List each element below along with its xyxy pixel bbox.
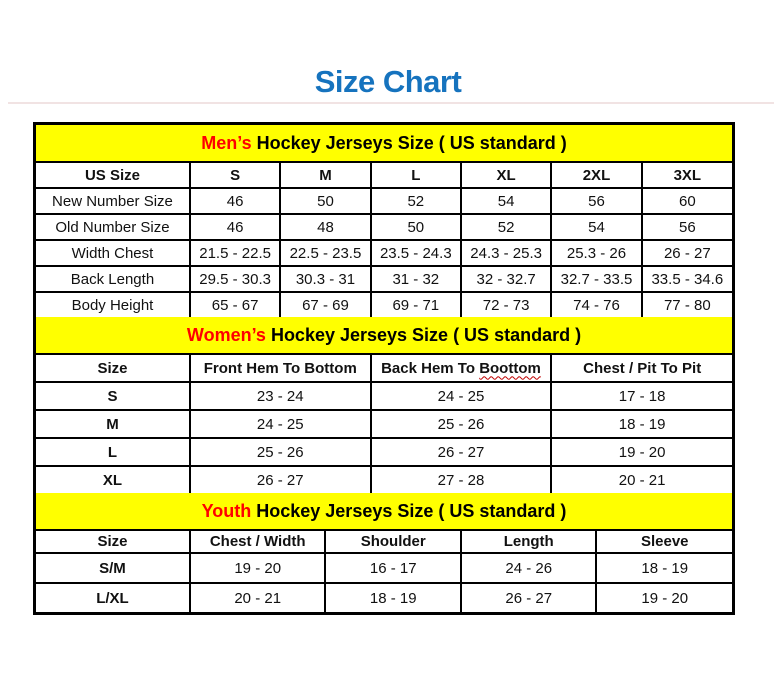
column-header: 2XL bbox=[551, 163, 641, 188]
section-heading-text: Hockey Jerseys Size ( US standard ) bbox=[251, 500, 567, 521]
size-value-cell: 30.3 - 31 bbox=[280, 266, 370, 292]
table-row bbox=[36, 214, 732, 240]
table-row bbox=[36, 188, 732, 214]
column-header: Size bbox=[36, 531, 190, 553]
misspelled-word: Boottom bbox=[479, 359, 541, 377]
size-value-cell: 25.3 - 26 bbox=[551, 240, 641, 266]
size-chart bbox=[33, 122, 735, 615]
column-header: M bbox=[280, 163, 370, 188]
column-header: Front Hem To Bottom bbox=[190, 355, 371, 382]
column-header: Chest / Width bbox=[190, 531, 326, 553]
size-value-cell: 26 - 27 bbox=[190, 466, 371, 493]
size-value-cell: 52 bbox=[461, 214, 551, 240]
size-value-cell: 23 - 24 bbox=[190, 382, 371, 410]
table-row bbox=[36, 583, 732, 612]
size-value-cell: 22.5 - 23.5 bbox=[280, 240, 370, 266]
row-label: XL bbox=[36, 466, 190, 493]
size-value-cell: 24.3 - 25.3 bbox=[461, 240, 551, 266]
header-row bbox=[36, 163, 732, 188]
column-header: XL bbox=[461, 163, 551, 188]
section-heading-mens bbox=[36, 125, 732, 163]
table-row bbox=[36, 410, 732, 438]
row-label: Old Number Size bbox=[36, 214, 190, 240]
size-value-cell: 19 - 20 bbox=[551, 438, 732, 466]
size-value-cell: 26 - 27 bbox=[371, 438, 552, 466]
table-row bbox=[36, 240, 732, 266]
size-value-cell: 54 bbox=[461, 188, 551, 214]
size-value-cell: 77 - 80 bbox=[642, 292, 732, 317]
size-value-cell: 46 bbox=[190, 188, 280, 214]
column-header: Length bbox=[461, 531, 597, 553]
table-row bbox=[36, 553, 732, 583]
size-value-cell: 52 bbox=[371, 188, 461, 214]
row-label: Back Length bbox=[36, 266, 190, 292]
section-heading-accent: Men’s bbox=[201, 132, 252, 153]
table-row bbox=[36, 292, 732, 317]
section-heading-text: Hockey Jerseys Size ( US standard ) bbox=[265, 324, 582, 345]
row-label: New Number Size bbox=[36, 188, 190, 214]
size-table-womens bbox=[36, 355, 732, 493]
size-value-cell: 46 bbox=[190, 214, 280, 240]
size-value-cell: 56 bbox=[551, 188, 641, 214]
size-value-cell: 32.7 - 33.5 bbox=[551, 266, 641, 292]
column-header: US Size bbox=[36, 163, 190, 188]
size-value-cell: 27 - 28 bbox=[371, 466, 552, 493]
size-value-cell: 16 - 17 bbox=[325, 553, 461, 583]
size-value-cell: 67 - 69 bbox=[280, 292, 370, 317]
row-label: S/M bbox=[36, 553, 190, 583]
size-value-cell: 54 bbox=[551, 214, 641, 240]
section-heading-womens bbox=[36, 317, 732, 355]
column-header: Size bbox=[36, 355, 190, 382]
column-header: Sleeve bbox=[596, 531, 732, 553]
divider-line bbox=[8, 102, 774, 104]
row-label: Body Height bbox=[36, 292, 190, 317]
size-value-cell: 26 - 27 bbox=[642, 240, 732, 266]
size-value-cell: 65 - 67 bbox=[190, 292, 280, 317]
header-row bbox=[36, 531, 732, 553]
size-value-cell: 25 - 26 bbox=[190, 438, 371, 466]
size-value-cell: 18 - 19 bbox=[596, 553, 732, 583]
column-header: Chest / Pit To Pit bbox=[551, 355, 732, 382]
size-value-cell: 69 - 71 bbox=[371, 292, 461, 317]
size-value-cell: 31 - 32 bbox=[371, 266, 461, 292]
size-value-cell: 50 bbox=[371, 214, 461, 240]
size-value-cell: 24 - 25 bbox=[371, 382, 552, 410]
size-value-cell: 48 bbox=[280, 214, 370, 240]
size-value-cell: 18 - 19 bbox=[325, 583, 461, 612]
size-value-cell: 25 - 26 bbox=[371, 410, 552, 438]
size-table-youth bbox=[36, 531, 732, 612]
size-value-cell: 32 - 32.7 bbox=[461, 266, 551, 292]
size-value-cell: 74 - 76 bbox=[551, 292, 641, 317]
size-value-cell: 20 - 21 bbox=[190, 583, 326, 612]
table-row bbox=[36, 466, 732, 493]
table-row bbox=[36, 382, 732, 410]
size-value-cell: 26 - 27 bbox=[461, 583, 597, 612]
size-value-cell: 23.5 - 24.3 bbox=[371, 240, 461, 266]
size-value-cell: 50 bbox=[280, 188, 370, 214]
section-heading-text: Hockey Jerseys Size ( US standard ) bbox=[251, 132, 567, 153]
column-header: L bbox=[371, 163, 461, 188]
size-value-cell: 19 - 20 bbox=[596, 583, 732, 612]
size-value-cell: 24 - 25 bbox=[190, 410, 371, 438]
size-value-cell: 33.5 - 34.6 bbox=[642, 266, 732, 292]
section-heading-youth bbox=[36, 493, 732, 531]
page-title: Size Chart bbox=[314, 64, 462, 99]
section-heading-accent: Women’s bbox=[186, 324, 266, 345]
table-row bbox=[36, 266, 732, 292]
size-value-cell: 21.5 - 22.5 bbox=[190, 240, 280, 266]
column-header: 3XL bbox=[642, 163, 732, 188]
row-label: L bbox=[36, 438, 190, 466]
row-label: M bbox=[36, 410, 190, 438]
size-value-cell: 20 - 21 bbox=[551, 466, 732, 493]
row-label: L/XL bbox=[36, 583, 190, 612]
column-header: S bbox=[190, 163, 280, 188]
column-header: Back Hem To Boottom bbox=[371, 355, 552, 382]
size-table-mens bbox=[36, 163, 732, 317]
row-label: Width Chest bbox=[36, 240, 190, 266]
size-value-cell: 17 - 18 bbox=[551, 382, 732, 410]
size-value-cell: 56 bbox=[642, 214, 732, 240]
size-value-cell: 29.5 - 30.3 bbox=[190, 266, 280, 292]
row-label: S bbox=[36, 382, 190, 410]
column-header: Shoulder bbox=[325, 531, 461, 553]
section-heading-accent: Youth bbox=[201, 500, 252, 521]
size-value-cell: 18 - 19 bbox=[551, 410, 732, 438]
size-value-cell: 24 - 26 bbox=[461, 553, 597, 583]
size-value-cell: 72 - 73 bbox=[461, 292, 551, 317]
size-value-cell: 60 bbox=[642, 188, 732, 214]
header-row bbox=[36, 355, 732, 382]
table-row bbox=[36, 438, 732, 466]
size-value-cell: 19 - 20 bbox=[190, 553, 326, 583]
